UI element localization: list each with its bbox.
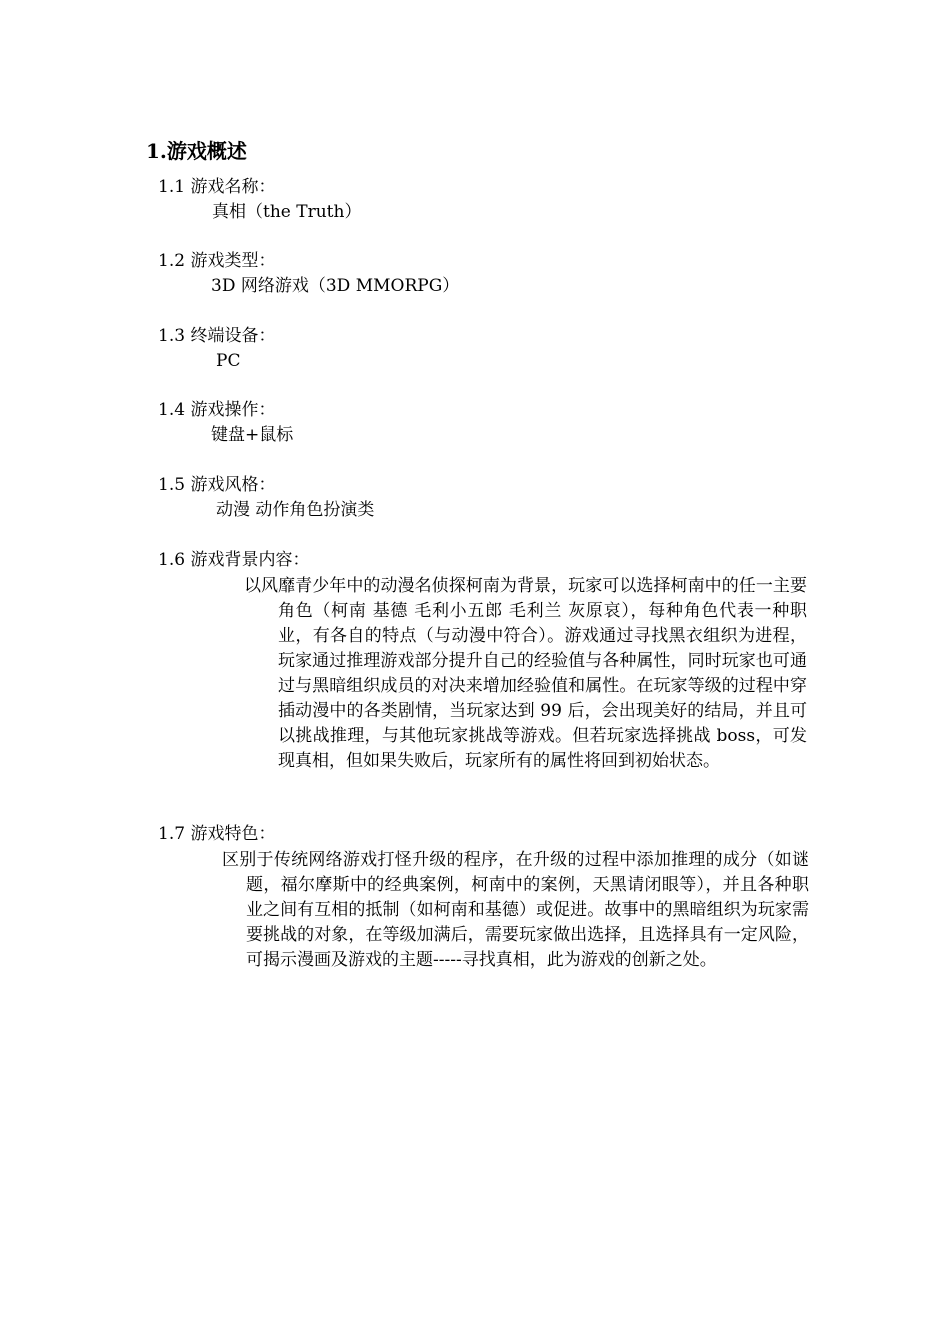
features-label: 1.7 游戏特色： xyxy=(158,824,276,844)
device-label: 1.3 终端设备： xyxy=(158,326,276,346)
controls-label: 1.4 游戏操作： xyxy=(158,400,276,420)
background-paragraph: 以风靡青少年中的动漫名侦探柯南为背景，玩家可以选择柯南中的任一主要角色（柯南 基德 毛利小五郎 毛利兰 灰原哀），每种角色代表一种职业，有各自的特点（与动漫中符合）。游戏通过寻找黑衣组织为进程，玩家通过推理游戏部分提升自己的经验值与各种属性，同时玩家也可通过与黑暗组织成员的对决来增加经验值和属性。在玩家等级的过程中穿插动漫中的各类剧情，当玩家达到 99 后，会出现美好的结局，并且可以挑战推理，与其他玩家挑战等游戏。但若玩家选择挑战 boss，可发现真相，但如果失败后，玩家所有的属性将回到初始状态。 xyxy=(244,576,807,771)
style-value: 动漫 动作角色扮演类 xyxy=(216,500,375,520)
game-type-label: 1.2 游戏类型： xyxy=(158,251,276,271)
device-value: PC xyxy=(216,351,241,371)
game-name-label: 1.1 游戏名称： xyxy=(158,177,276,197)
controls-value: 键盘+鼠标 xyxy=(211,425,294,445)
background-label: 1.6 游戏背景内容： xyxy=(158,550,310,570)
game-type-value: 3D 网络游戏（3D MMORPG） xyxy=(211,276,460,296)
section-heading: 1.游戏概述 xyxy=(146,139,247,163)
features-paragraph: 区别于传统网络游戏打怪升级的程序，在升级的过程中添加推理的成分（如谜题，福尔摩斯中的经典案例，柯南中的案例，天黑请闭眼等），并且各种职业之间有互相的抵制（如柯南和基德）或促进。故事中的黑暗组织为玩家需要挑战的对象，在等级加满后，需要玩家做出选择，且选择具有一定风险，可揭示漫画及游戏的主题-----寻找真相，此为游戏的创新之处。 xyxy=(222,850,809,970)
game-name-value: 真相（the Truth） xyxy=(212,202,362,222)
style-label: 1.5 游戏风格： xyxy=(158,475,276,495)
